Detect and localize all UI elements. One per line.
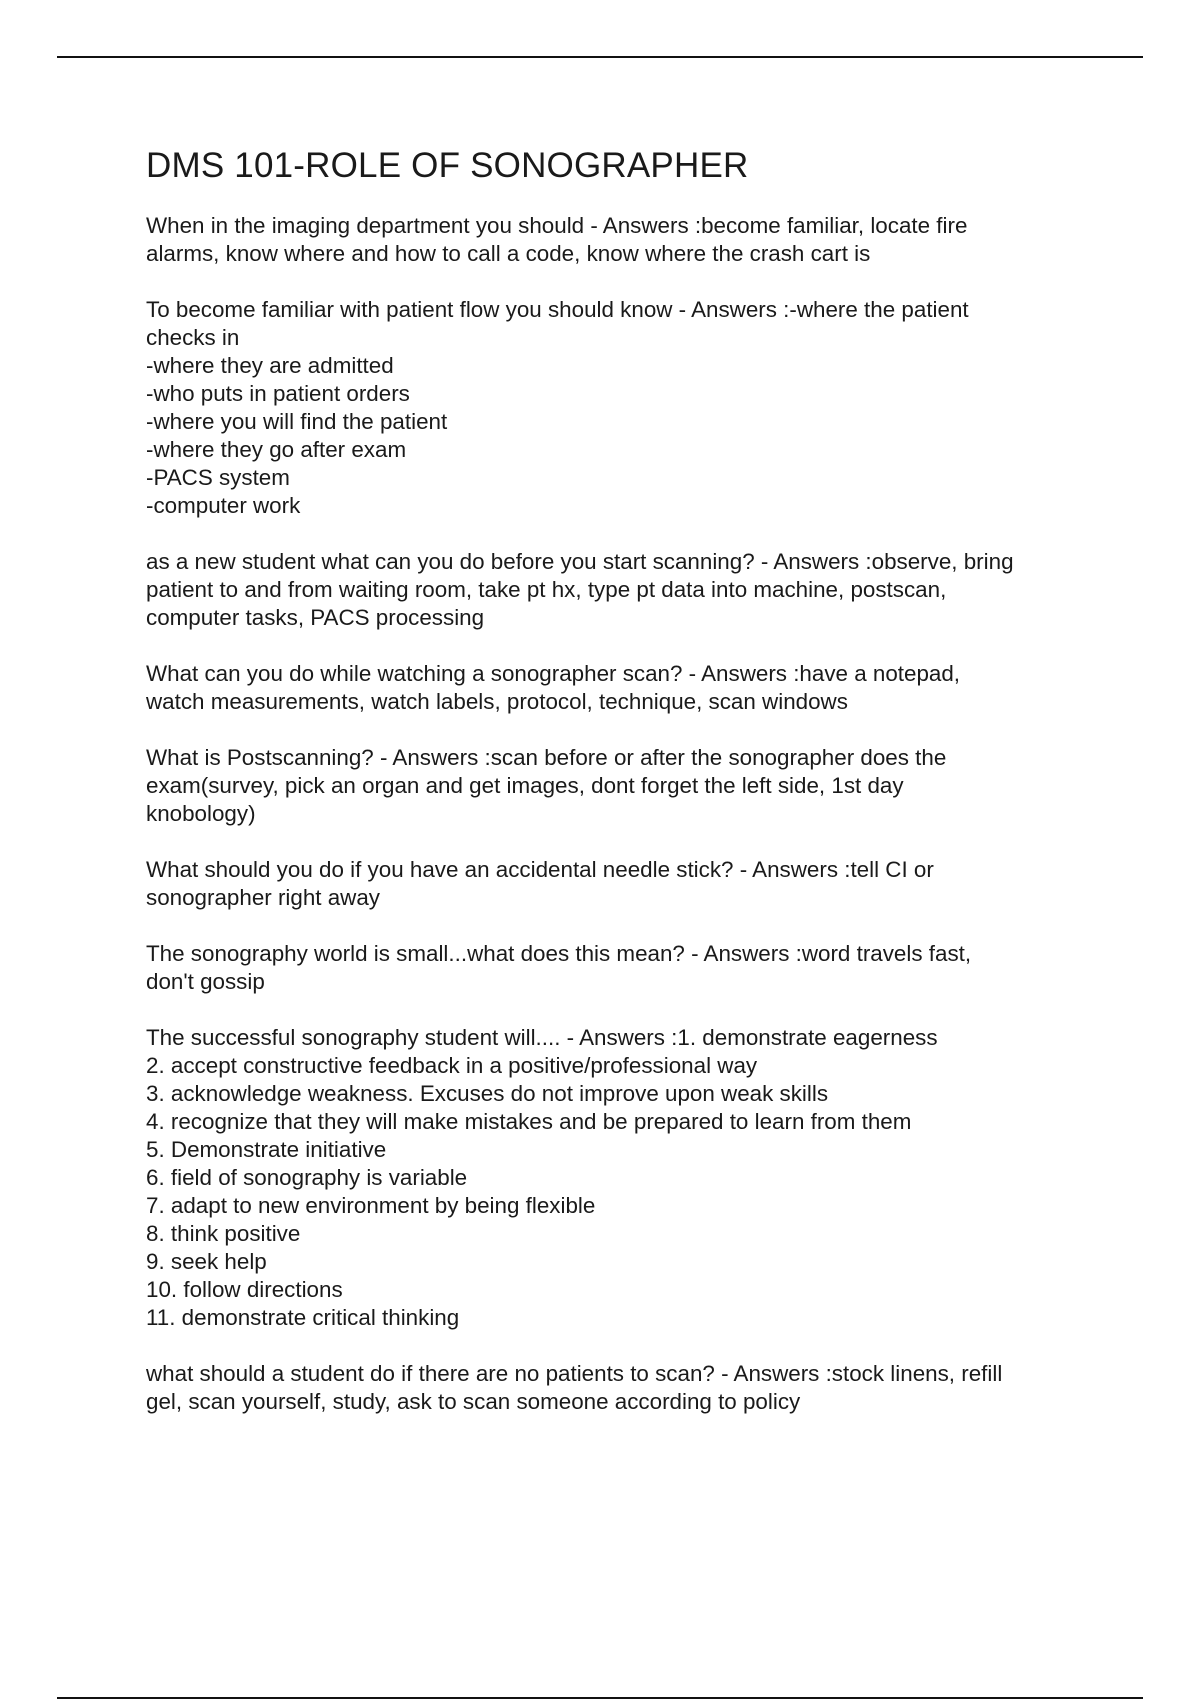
- qa-line: What is Postscanning? - Answers :scan before or after the sonographer does the: [146, 745, 947, 770]
- qa-line: 11. demonstrate critical thinking: [146, 1305, 460, 1330]
- qa-line: 5. Demonstrate initiative: [146, 1137, 387, 1162]
- qa-line: 6. field of sonography is variable: [146, 1165, 468, 1190]
- qa-line: patient to and from waiting room, take pt hx, type pt data into machine, postscan,: [146, 577, 947, 602]
- qa-line: checks in: [146, 325, 240, 350]
- qa-item: [146, 548, 1096, 632]
- qa-line: knobology): [146, 801, 256, 826]
- qa-line: sonographer right away: [146, 885, 380, 910]
- qa-line: -where you will find the patient: [146, 409, 448, 434]
- page-title: DMS 101-ROLE OF SONOGRAPHER: [146, 146, 749, 185]
- qa-line: what should a student do if there are no patients to scan? - Answers :stock linens, refill: [146, 1361, 1003, 1386]
- qa-line: -PACS system: [146, 465, 290, 490]
- qa-item: [146, 856, 1096, 912]
- qa-line: -who puts in patient orders: [146, 381, 410, 406]
- qa-line: What can you do while watching a sonographer scan? - Answers :have a notepad,: [146, 661, 961, 686]
- qa-line: -computer work: [146, 493, 301, 518]
- qa-line: The successful sonography student will.... - Answers :1. demonstrate eagerness: [146, 1025, 938, 1050]
- qa-line: watch measurements, watch labels, protocol, technique, scan windows: [146, 689, 848, 714]
- qa-line: 2. accept constructive feedback in a positive/professional way: [146, 1053, 758, 1078]
- qa-line: exam(survey, pick an organ and get images, dont forget the left side, 1st day: [146, 773, 904, 798]
- qa-line: 3. acknowledge weakness. Excuses do not improve upon weak skills: [146, 1081, 829, 1106]
- qa-line: The sonography world is small...what does this mean? - Answers :word travels fast,: [146, 941, 972, 966]
- qa-line: gel, scan yourself, study, ask to scan someone according to policy: [146, 1389, 801, 1414]
- qa-line: 10. follow directions: [146, 1277, 343, 1302]
- qa-line: -where they are admitted: [146, 353, 394, 378]
- top-rule: [57, 56, 1143, 58]
- qa-line: 7. adapt to new environment by being flexible: [146, 1193, 596, 1218]
- document-body: [146, 140, 1096, 1444]
- qa-item: [146, 1024, 1096, 1332]
- qa-line: computer tasks, PACS processing: [146, 605, 485, 630]
- qa-line: 4. recognize that they will make mistakes and be prepared to learn from them: [146, 1109, 912, 1134]
- qa-line: alarms, know where and how to call a code, know where the crash cart is: [146, 241, 871, 266]
- qa-item: [146, 744, 1096, 828]
- bottom-rule: [57, 1697, 1143, 1699]
- qa-list: [146, 212, 1096, 1416]
- qa-line: 9. seek help: [146, 1249, 267, 1274]
- qa-item: [146, 1360, 1096, 1416]
- qa-line: When in the imaging department you should - Answers :become familiar, locate fire: [146, 213, 968, 238]
- qa-line: as a new student what can you do before you start scanning? - Answers :observe, bring: [146, 549, 1014, 574]
- qa-line: To become familiar with patient flow you should know - Answers :-where the patient: [146, 297, 969, 322]
- qa-line: -where they go after exam: [146, 437, 407, 462]
- qa-line: don't gossip: [146, 969, 265, 994]
- qa-item: [146, 212, 1096, 268]
- qa-line: 8. think positive: [146, 1221, 301, 1246]
- qa-line: What should you do if you have an accidental needle stick? - Answers :tell CI or: [146, 857, 934, 882]
- qa-item: [146, 296, 1096, 520]
- qa-item: [146, 660, 1096, 716]
- qa-item: [146, 940, 1096, 996]
